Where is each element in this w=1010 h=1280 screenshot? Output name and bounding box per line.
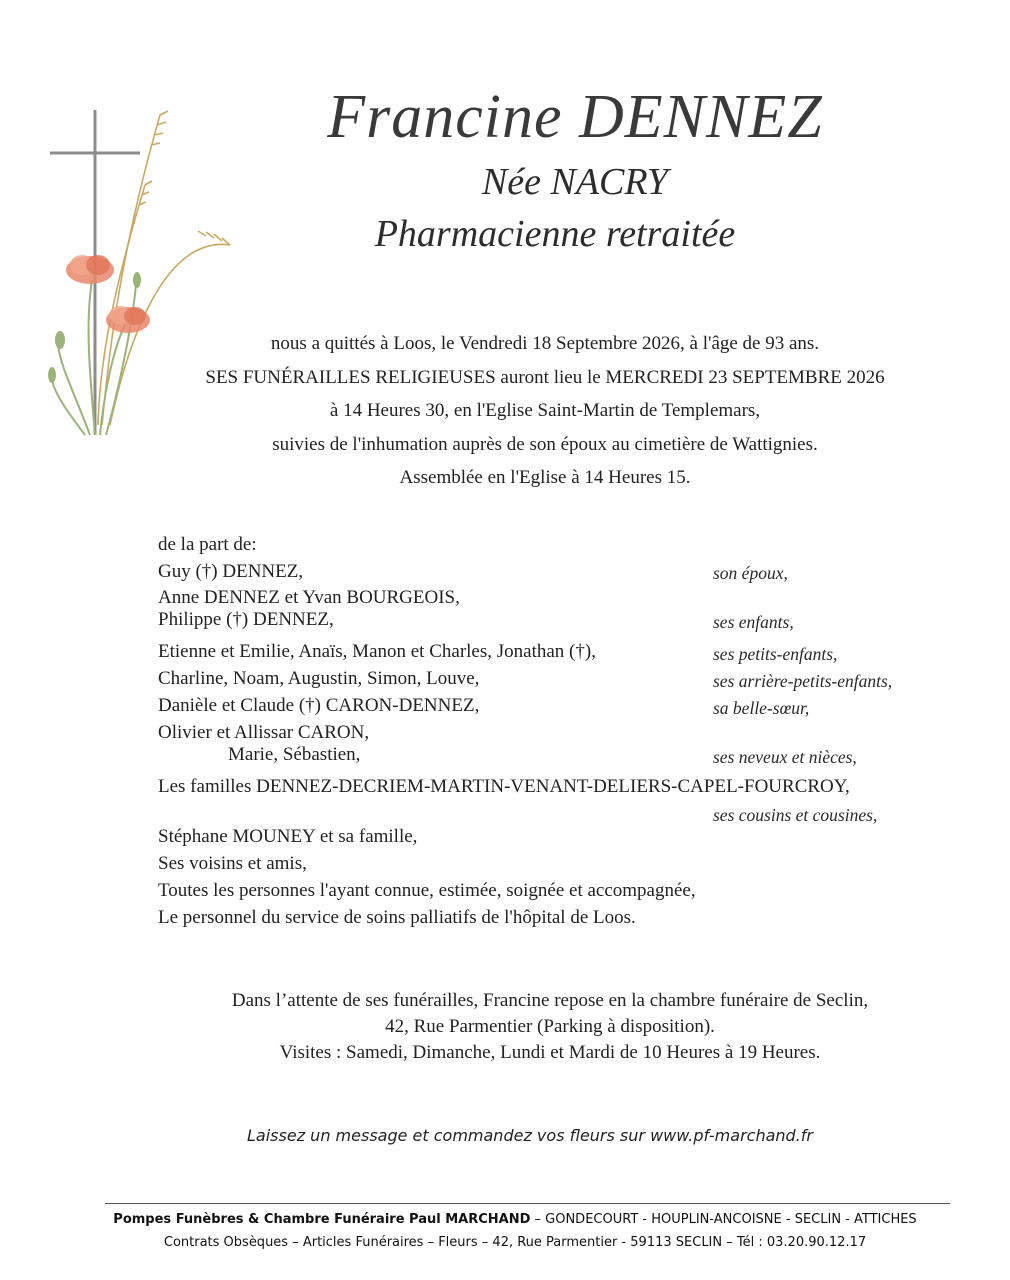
family-name: Olivier et Allissar CARON,: [158, 722, 370, 743]
footer-company-name: Pompes Funèbres & Chambre Funéraire Paul MARCHAND: [113, 1212, 531, 1227]
family-name: Le personnel du service de soins palliatifs de l'hôpital de Loos.: [158, 907, 636, 928]
relation-label: sa belle-sœur,: [713, 698, 810, 718]
deceased-name: Francine DENNEZ: [327, 83, 823, 151]
footer-divider: [105, 1203, 950, 1204]
visitation-line: Dans l’attente de ses funérailles, Francine repose en la chambre funéraire de Seclin,: [231, 990, 869, 1011]
web-message: Laissez un message et commandez vos fleurs sur www.pf-marchand.fr: [247, 1126, 813, 1145]
profession: Pharmacienne retraitée: [374, 213, 736, 255]
maiden-name: Née NACRY: [481, 161, 669, 203]
family-name: Ses voisins et amis,: [158, 853, 307, 874]
relation-label: ses petits-enfants,: [713, 644, 838, 664]
family-name: Philippe (†) DENNEZ,: [158, 609, 334, 630]
footer-company-line: [0, 1212, 1010, 1227]
family-name: Marie, Sébastien,: [228, 744, 361, 765]
relation-label: ses enfants,: [713, 612, 794, 632]
relation-label: son époux,: [713, 563, 788, 583]
footer-towns: – GONDECOURT - HOUPLIN-ANCOISNE - SECLIN - ATTICHES: [530, 1212, 917, 1227]
announcement-line: nous a quittés à Loos, le Vendredi 18 Septembre 2026, à l'âge de 93 ans.: [270, 333, 820, 354]
family-name: Charline, Noam, Augustin, Simon, Louve,: [158, 668, 480, 689]
visitation-line: Visites : Samedi, Dimanche, Lundi et Mardi de 10 Heures à 19 Heures.: [279, 1042, 821, 1063]
visitation-line: 42, Rue Parmentier (Parking à disposition).: [385, 1016, 715, 1037]
footer-contact-line: Contrats Obsèques – Articles Funéraires – Fleurs – 42, Rue Parmentier - 59113 SECLIN – Tél : 03.20.90.12.17: [163, 1235, 867, 1250]
announcement-line: SES FUNÉRAILLES RELIGIEUSES auront lieu le MERCREDI 23 SEPTEMBRE 2026: [205, 367, 885, 388]
family-intro: de la part de:: [158, 534, 257, 555]
announcement-line: à 14 Heures 30, en l'Eglise Saint-Martin de Templemars,: [329, 400, 761, 421]
announcement-line: suivies de l'inhumation auprès de son époux au cimetière de Wattignies.: [272, 434, 818, 455]
family-name: Les familles DENNEZ-DECRIEM-MARTIN-VENANT-DELIERS-CAPEL-FOURCROY,: [158, 776, 850, 797]
announcement-line: Assemblée en l'Eglise à 14 Heures 15.: [399, 467, 691, 488]
relation-label: ses neveux et nièces,: [713, 747, 857, 767]
family-name: Stéphane MOUNEY et sa famille,: [158, 826, 418, 847]
family-name: Anne DENNEZ et Yvan BOURGEOIS,: [158, 587, 460, 608]
relation-label: ses cousins et cousines,: [713, 805, 878, 825]
family-name: Guy (†) DENNEZ,: [158, 561, 304, 582]
relation-label: ses arrière-petits-enfants,: [713, 671, 893, 691]
family-name: Toutes les personnes l'ayant connue, estimée, soignée et accompagnée,: [158, 880, 696, 901]
family-name: Etienne et Emilie, Anaïs, Manon et Charles, Jonathan (†),: [158, 641, 596, 662]
family-name: Danièle et Claude (†) CARON-DENNEZ,: [158, 695, 480, 716]
